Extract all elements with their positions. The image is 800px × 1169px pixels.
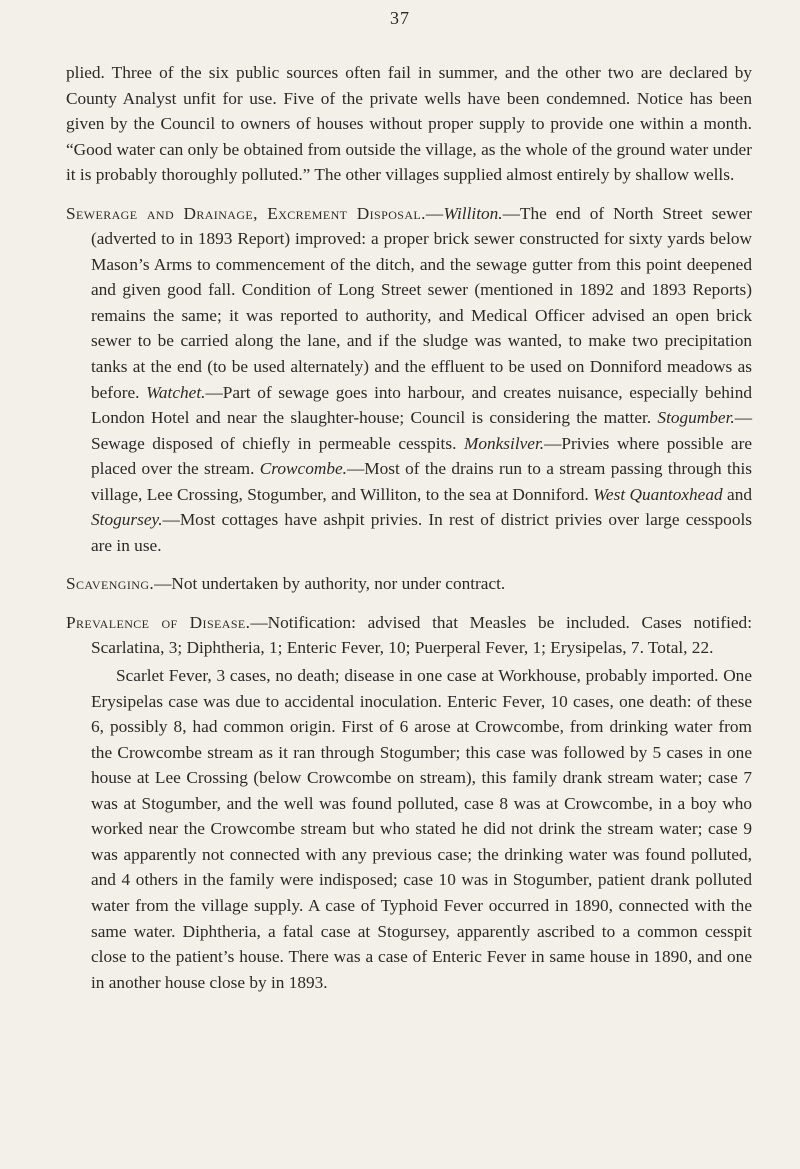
place-west-quantoxhead: West Quantoxhead	[593, 484, 723, 504]
body-text	[66, 60, 752, 995]
section-heading-sewerage: Sewerage and Drainage, Excrement Disposal.—	[66, 203, 444, 223]
paragraph-sewerage	[66, 201, 752, 559]
place-stogumber: Stogumber.	[657, 408, 735, 428]
paragraph-scavenging	[66, 571, 752, 597]
text-watchet: —Part of sewage goes into harbour, and creates nuisance, especially behind London Hotel and near the slaughter-house; Council is considering the matter.	[91, 382, 752, 428]
text-stogumber: —Sewage disposed of chiefly in permeable cesspits.	[91, 408, 752, 453]
text-scavenging: —Not undertaken by authority, nor under contract.	[154, 574, 506, 594]
text-stogursey: —Most cottages have ashpit privies. In rest of district privies over large cesspools are in use.	[91, 510, 752, 555]
place-williton: Williton.	[443, 203, 503, 223]
place-watchet: Watchet.	[146, 382, 206, 402]
paragraph-cases: Scarlet Fever, 3 cases, no death; disease in one case at Workhouse, probably imported. One Erysipelas case was due to accidental inoculation. Enteric Fever, 10 cases, one death: of these 6, possibly 8, had common origin. First of 6 arose at Crowcombe, from drinking water from the Crowcombe stream as it ran through Stogumber; this case was followed by 5 cases in one house at Lee Crossing (below Crowcombe on stream), this family drank stream water; case 7 was at Stogumber, and the well was found polluted, case 8 was at Crowcombe, in a boy who worked near the Crowcombe stream but who stated he did not drink the stream water; case 9 was apparently not connected with any previous case; the drinking water was found polluted, and 4 others in the family were indisposed; case 10 was in Stogumber, patient drank polluted water from the village supply. A case of Typhoid Fever occurred in 1890, connected with the same water. Diphtheria, a fatal case at Stogursey, apparently ascribed to a common cesspit close to the patient’s house. There was a case of Enteric Fever in same house in 1890, and one in another house close by in 1893.	[91, 666, 752, 992]
text-monksilver: —Privies where possible are placed over the stream.	[91, 433, 753, 479]
section-heading-prevalence: Prevalence of Disease.	[66, 612, 251, 632]
text-prevalence: —Notification: advised that Measles be included. Cases notified: Scarlatina, 3; Diphtheria, 1; Enteric Fever, 10; Puerperal Fever, 1; Erysipelas, 7. Total, 22.	[91, 612, 752, 658]
paragraph-water-supply: plied. Three of the six public sources often fail in summer, and the other two are declared by County Analyst unfit for use. Five of the private wells have been condemned. Notice has been given by the Council to owners of houses without proper supply to provide one within a month. “Good water can only be obtained from outside the village, as the whole of the ground water under it is probably thoroughly polluted.” The other villages supplied almost entirely by shallow wells.	[66, 63, 752, 185]
place-crowcombe: Crowcombe.	[259, 459, 347, 479]
text-and: and	[722, 484, 752, 504]
text-williton: —The end of North Street sewer (adverted to in 1893 Report) improved: a proper brick sewer constructed for sixty yards below Mason’s Arms to commencement of the ditch, and the sewage gutter from this point deepened and given good fall. Condition of Long Street sewer (mentioned in 1892 and 1893 Reports) remains the same; it was reported to authority, and Medical Officer advised an open brick sewer to be carried along the lane, and if the sludge was wanted, to make two precipitation tanks at the end (to be used alternately) and the effluent to be used on Donniford meadows as before.	[91, 203, 752, 402]
place-stogursey: Stogursey.	[91, 510, 163, 530]
section-heading-scavenging: Scavenging.	[66, 574, 155, 594]
paragraph-prevalence	[66, 610, 752, 661]
page-number: 37	[390, 8, 410, 28]
place-monksilver: Monksilver.	[463, 433, 545, 453]
text-crowcombe: —Most of the drains run to a stream passing through this village, Lee Crossing, Stogumber, and Williton, to the sea at Donniford.	[91, 459, 753, 504]
